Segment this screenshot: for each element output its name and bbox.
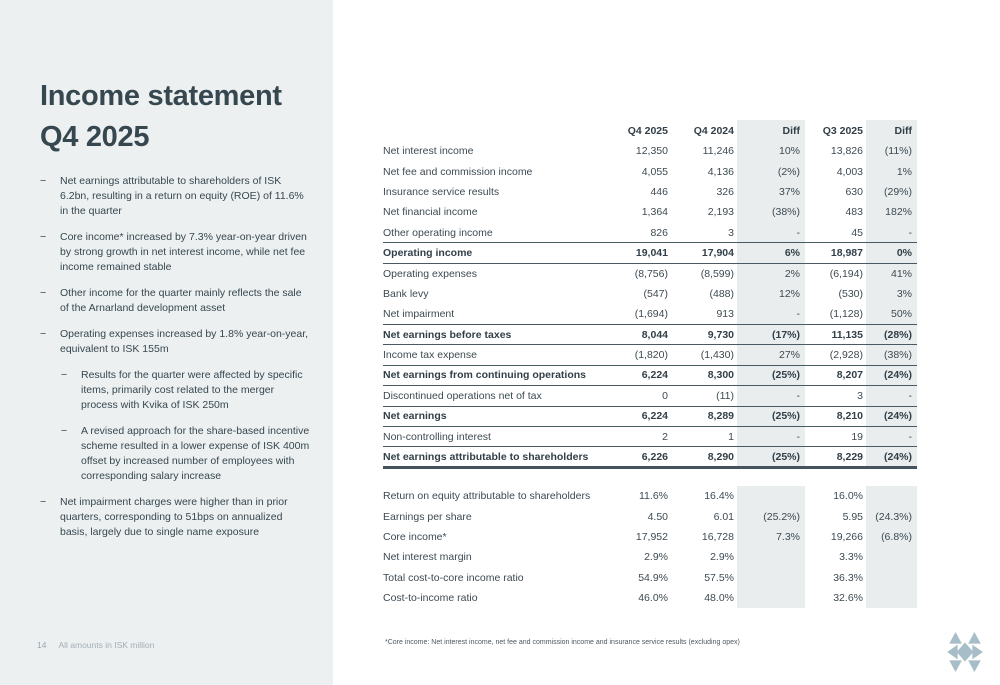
cell-value: - bbox=[737, 426, 805, 446]
cell-value: 11,246 bbox=[702, 145, 734, 158]
cell-value: (24%) bbox=[866, 406, 917, 426]
column-header-diff-qoq: Diff bbox=[866, 120, 917, 141]
cell-value: 16,728 bbox=[701, 530, 734, 543]
cell-value bbox=[866, 486, 917, 506]
cell-value: 57.5% bbox=[704, 571, 734, 584]
bullet-text: Results for the quarter were affected by specific items, primarily cost related to the merger process with Kvika of ISK 250m bbox=[81, 369, 303, 411]
column-header-diff-yoy: Diff bbox=[737, 120, 805, 141]
column-header-q3-2025: Q3 2025 bbox=[822, 124, 863, 137]
cell-value: 37% bbox=[737, 182, 805, 202]
cell-value bbox=[866, 588, 917, 608]
cell-value: (28%) bbox=[866, 325, 917, 345]
cell-value: 2.9% bbox=[644, 551, 668, 564]
cell-value: 4,003 bbox=[836, 165, 863, 178]
cell-value: 45 bbox=[851, 226, 863, 239]
key-ratio-row bbox=[383, 486, 917, 506]
row-label: Net fee and commission income bbox=[383, 165, 533, 178]
bullet-dash-marker: − bbox=[61, 369, 68, 381]
row-label: Net impairment bbox=[383, 308, 455, 321]
row-label: Bank levy bbox=[383, 287, 429, 300]
cell-value: 12% bbox=[737, 284, 805, 304]
row-label: Net interest margin bbox=[383, 551, 472, 564]
cell-value: 8,289 bbox=[671, 406, 737, 426]
cell-value: 17,952 bbox=[635, 530, 668, 543]
cell-value: 5.95 bbox=[842, 510, 863, 523]
cell-value: 19 bbox=[851, 430, 863, 443]
bullet-item bbox=[40, 286, 312, 316]
page-title bbox=[40, 76, 320, 158]
cell-value: 913 bbox=[716, 308, 734, 321]
cell-value: 46.0% bbox=[638, 592, 668, 605]
bullet-dash-marker: − bbox=[40, 287, 47, 299]
key-ratio-row bbox=[383, 547, 917, 567]
cell-value: - bbox=[866, 426, 917, 446]
row-label: Non-controlling interest bbox=[383, 430, 491, 443]
row-label: Net financial income bbox=[383, 206, 478, 219]
cell-value: 8,207 bbox=[805, 365, 866, 385]
row-label: Net earnings attributable to shareholders bbox=[383, 447, 623, 467]
bullet-text: Operating expenses increased by 1.8% year-on-year, equivalent to ISK 155m bbox=[60, 328, 309, 355]
cell-value: (6.8%) bbox=[866, 527, 917, 547]
cell-value: 54.9% bbox=[638, 571, 668, 584]
page-title-line2: Q4 2025 bbox=[40, 121, 150, 153]
income-statement-row bbox=[383, 202, 917, 222]
cell-value: (24%) bbox=[866, 447, 917, 467]
row-label: Net earnings bbox=[383, 406, 623, 426]
bullet-dash-marker: − bbox=[40, 328, 47, 340]
cell-value: 50% bbox=[866, 304, 917, 324]
cell-value: 446 bbox=[650, 185, 668, 198]
cell-value: 36.3% bbox=[833, 571, 863, 584]
row-label: Net earnings before taxes bbox=[383, 325, 623, 345]
cell-value: 0% bbox=[866, 243, 917, 263]
cell-value: 1% bbox=[866, 161, 917, 181]
cell-value: (6,194) bbox=[829, 267, 863, 280]
cell-value: 630 bbox=[845, 185, 863, 198]
income-statement-row bbox=[383, 365, 917, 385]
bullet-text: Net impairment charges were higher than in prior quarters, corresponding to 51bps on annualized basis, largely due to single name exposure bbox=[60, 496, 288, 538]
row-label: Insurance service results bbox=[383, 185, 500, 198]
row-label: Discontinued operations net of tax bbox=[383, 389, 542, 402]
cell-value: 326 bbox=[716, 185, 734, 198]
cell-value: (8,599) bbox=[700, 267, 734, 280]
income-statement-row bbox=[383, 182, 917, 202]
bullet-list bbox=[40, 174, 312, 551]
cell-value: 32.6% bbox=[833, 592, 863, 605]
cell-value bbox=[737, 568, 805, 588]
cell-value: (1,820) bbox=[634, 349, 668, 362]
cell-value: 6,224 bbox=[623, 406, 671, 426]
bullet-item bbox=[40, 174, 312, 219]
row-label: Return on equity attributable to shareholders bbox=[383, 490, 591, 503]
cell-value: 4,136 bbox=[707, 165, 734, 178]
cell-value: - bbox=[737, 386, 805, 406]
cell-value: 48.0% bbox=[704, 592, 734, 605]
cell-value: 3 bbox=[857, 389, 863, 402]
column-header-q4-2024: Q4 2024 bbox=[693, 124, 734, 137]
footer-note: All amounts in ISK million bbox=[58, 640, 155, 650]
footnote: *Core income: Net interest income, net fee and commission income and insurance service results (excluding opex) bbox=[385, 639, 740, 646]
cell-value: 182% bbox=[866, 202, 917, 222]
bullet-dash-marker: − bbox=[40, 496, 47, 508]
cell-value: 4,055 bbox=[641, 165, 668, 178]
cell-value: 1,364 bbox=[641, 206, 668, 219]
cell-value: (11%) bbox=[866, 141, 917, 161]
cell-value bbox=[866, 568, 917, 588]
cell-value: 6% bbox=[737, 243, 805, 263]
cell-value bbox=[737, 547, 805, 567]
key-ratio-row bbox=[383, 506, 917, 526]
income-statement-table bbox=[383, 120, 917, 469]
income-statement-row bbox=[383, 284, 917, 304]
cell-value: 8,300 bbox=[671, 365, 737, 385]
cell-value: (488) bbox=[709, 287, 734, 300]
cell-value: 41% bbox=[866, 263, 917, 283]
cell-value: - bbox=[737, 304, 805, 324]
cell-value: 13,826 bbox=[830, 145, 863, 158]
row-label: Earnings per share bbox=[383, 510, 472, 523]
bullet-dash-marker: − bbox=[40, 175, 47, 187]
slide-footer bbox=[37, 640, 154, 650]
income-statement-row bbox=[383, 447, 917, 467]
cell-value: (25%) bbox=[737, 365, 805, 385]
bullet-text: Net earnings attributable to shareholders of ISK 6.2bn, resulting in a return on equity (ROE) of 11.6% in the quarter bbox=[60, 175, 304, 217]
bullet-text: Other income for the quarter mainly reflects the sale of the Arnarland development asset bbox=[60, 287, 302, 314]
income-statement-row bbox=[383, 161, 917, 181]
cell-value: 11.6% bbox=[639, 490, 668, 503]
cell-value: 16.4% bbox=[704, 490, 734, 503]
cell-value: - bbox=[866, 223, 917, 243]
column-header-q4-2025: Q4 2025 bbox=[627, 124, 668, 137]
bullet-item bbox=[40, 327, 312, 357]
cell-value bbox=[737, 588, 805, 608]
cell-value: - bbox=[737, 223, 805, 243]
cell-value: 19,041 bbox=[623, 243, 671, 263]
cell-value: 2 bbox=[662, 430, 668, 443]
table-header-row bbox=[383, 120, 917, 141]
cell-value: (25%) bbox=[737, 447, 805, 467]
bullet-dash-marker: − bbox=[61, 425, 68, 437]
cell-value: (530) bbox=[838, 287, 863, 300]
cell-value: 2,193 bbox=[707, 206, 734, 219]
key-ratio-row bbox=[383, 527, 917, 547]
row-label: Net interest income bbox=[383, 145, 474, 158]
cell-value: (1,430) bbox=[700, 349, 734, 362]
eight-petal-star-logo-icon bbox=[946, 631, 984, 673]
cell-value: 8,290 bbox=[671, 447, 737, 467]
page-number: 14 bbox=[37, 640, 47, 650]
income-statement-row bbox=[383, 325, 917, 345]
cell-value: (547) bbox=[643, 287, 668, 300]
key-ratio-row bbox=[383, 588, 917, 608]
income-statement-row bbox=[383, 263, 917, 283]
cell-value: 9,730 bbox=[671, 325, 737, 345]
cell-value: (17%) bbox=[737, 325, 805, 345]
cell-value: 6.01 bbox=[713, 510, 734, 523]
cell-value: (38%) bbox=[737, 202, 805, 222]
income-statement-row bbox=[383, 345, 917, 365]
cell-value: (38%) bbox=[866, 345, 917, 365]
cell-value: 826 bbox=[650, 226, 668, 239]
income-statement-row bbox=[383, 304, 917, 324]
column-header-empty bbox=[383, 120, 623, 141]
cell-value: 19,266 bbox=[830, 530, 863, 543]
row-label: Core income* bbox=[383, 530, 447, 543]
cell-value: - bbox=[866, 386, 917, 406]
cell-value: 0 bbox=[662, 389, 668, 402]
cell-value: 10% bbox=[737, 141, 805, 161]
row-label: Total cost-to-core income ratio bbox=[383, 571, 524, 584]
cell-value: (11) bbox=[716, 389, 734, 402]
cell-value: 483 bbox=[845, 206, 863, 219]
cell-value: 2.9% bbox=[710, 551, 734, 564]
cell-value: 18,987 bbox=[805, 243, 866, 263]
cell-value: 6,224 bbox=[623, 365, 671, 385]
cell-value: 8,044 bbox=[623, 325, 671, 345]
cell-value: (2%) bbox=[737, 161, 805, 181]
cell-value: (29%) bbox=[866, 182, 917, 202]
row-label: Income tax expense bbox=[383, 349, 477, 362]
row-label: Operating expenses bbox=[383, 267, 477, 280]
income-statement-row bbox=[383, 426, 917, 446]
cell-value: 16.0% bbox=[833, 490, 863, 503]
cell-value: (8,756) bbox=[634, 267, 668, 280]
cell-value: 3% bbox=[866, 284, 917, 304]
cell-value: (24.3%) bbox=[866, 506, 917, 526]
bullet-text: A revised approach for the share-based incentive scheme resulted in a lower expense of ISK 400m offset by increased number of employees with corresponding salary increase bbox=[81, 425, 310, 482]
bullet-dash-marker: − bbox=[40, 231, 47, 243]
cell-value: 4.50 bbox=[647, 510, 668, 523]
income-statement-row bbox=[383, 243, 917, 263]
bullet-item bbox=[40, 495, 312, 540]
bullet-item bbox=[40, 230, 312, 275]
cell-value: (1,694) bbox=[634, 308, 668, 321]
cell-value: (1,128) bbox=[829, 308, 863, 321]
income-statement-row bbox=[383, 406, 917, 426]
cell-value bbox=[866, 547, 917, 567]
key-ratio-row bbox=[383, 568, 917, 588]
row-label: Operating income bbox=[383, 243, 623, 263]
cell-value: (25.2%) bbox=[737, 506, 805, 526]
row-label: Cost-to-income ratio bbox=[383, 592, 478, 605]
cell-value: 7.3% bbox=[737, 527, 805, 547]
cell-value: 3 bbox=[728, 226, 734, 239]
cell-value bbox=[737, 486, 805, 506]
cell-value: 1 bbox=[728, 430, 734, 443]
cell-value: 11,135 bbox=[805, 325, 866, 345]
cell-value: 6,226 bbox=[623, 447, 671, 467]
cell-value: 2% bbox=[737, 263, 805, 283]
income-statement-row bbox=[383, 386, 917, 406]
bullet-text: Core income* increased by 7.3% year-on-year driven by strong growth in net interest income, while net fee income remained stable bbox=[60, 231, 307, 273]
row-label: Other operating income bbox=[383, 226, 493, 239]
row-label: Net earnings from continuing operations bbox=[383, 365, 623, 385]
cell-value: (25%) bbox=[737, 406, 805, 426]
left-panel bbox=[0, 0, 333, 685]
bullet-item bbox=[61, 424, 312, 484]
cell-value: 8,229 bbox=[805, 447, 866, 467]
key-ratios-table bbox=[383, 486, 917, 608]
cell-value: 3.3% bbox=[839, 551, 863, 564]
cell-value: 17,904 bbox=[671, 243, 737, 263]
bullet-item bbox=[61, 368, 312, 413]
cell-value: 27% bbox=[737, 345, 805, 365]
cell-value: 8,210 bbox=[805, 406, 866, 426]
page-title-line1: Income statement bbox=[40, 80, 282, 112]
cell-value: (24%) bbox=[866, 365, 917, 385]
income-statement-row bbox=[383, 141, 917, 161]
income-statement-row bbox=[383, 223, 917, 243]
cell-value: (2,928) bbox=[829, 349, 863, 362]
cell-value: 12,350 bbox=[635, 145, 668, 158]
